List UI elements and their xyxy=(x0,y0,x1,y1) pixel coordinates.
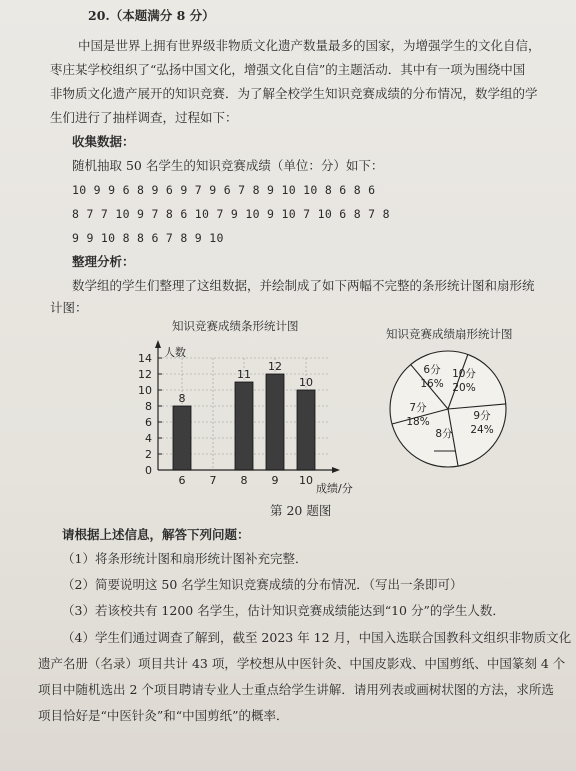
question-4-line-1: （4）学生们通过调查了解到，截至 2023 年 12 月，中国入选联合国教科文组织非物质文化 xyxy=(62,630,572,645)
y-axis-label: 人数 xyxy=(164,346,186,359)
bar xyxy=(173,406,191,470)
pie-chart-title: 知识竞赛成绩扇形统计图 xyxy=(386,327,513,341)
y-tick-label: 2 xyxy=(145,448,152,461)
y-tick-label: 0 xyxy=(145,464,152,477)
x-tick-label: 7 xyxy=(209,474,217,487)
collect-title: 收集数据： xyxy=(72,134,135,149)
intro-line-2: 枣庄某学校组织了“弘扬中国文化，增强文化自信”的主题活动．其中有一项为围绕中国 xyxy=(50,62,526,77)
x-axis-label: 成绩/分 xyxy=(316,482,353,495)
question-1: （1）将条形统计图和扇形统计图补充完整． xyxy=(62,551,308,566)
bar xyxy=(266,374,284,470)
x-tick-label: 8 xyxy=(240,474,248,487)
pie-slice-label: 7分 xyxy=(409,402,427,414)
pie-chart xyxy=(380,345,520,475)
pie-slice-percent: 18% xyxy=(406,416,430,428)
figure-caption: 第 20 题图 xyxy=(270,503,332,518)
intro-line-3: 非物质文化遗产展开的知识竞赛．为了解全校学生知识竞赛成绩的分布情况，数学组的学 xyxy=(50,86,538,101)
pie-slice-label: 10分 xyxy=(452,368,476,380)
bar-chart-title: 知识竞赛成绩条形统计图 xyxy=(172,319,299,333)
question-2: （2）简要说明这 50 名学生知识竞赛成绩的分布情况．（写出一条即可） xyxy=(62,577,463,592)
pie-slice-percent: 24% xyxy=(470,424,494,436)
pie-slice-label: 6分 xyxy=(423,364,441,376)
analysis-title: 整理分析： xyxy=(72,254,135,269)
y-tick-label: 14 xyxy=(138,352,152,365)
pie-slice-label: 8分 xyxy=(435,428,453,440)
bar xyxy=(297,390,315,470)
y-tick-label: 10 xyxy=(138,384,152,397)
intro-line-1: 中国是世界上拥有世界级非物质文化遗产数量最多的国家，为增强学生的文化自信， xyxy=(78,38,541,53)
bar xyxy=(235,382,253,470)
y-tick-label: 4 xyxy=(145,432,152,445)
question-4-line-3: 项目中随机选出 2 个项目聘请专业人士重点给学生讲解．请用列表或画树状图的方法，求所选 xyxy=(38,682,554,697)
analysis-line-2: 计图： xyxy=(50,300,88,315)
question-3: （3）若该校共有 1200 名学生，估计知识竞赛成绩能达到“10 分”的学生人数． xyxy=(62,603,505,618)
bar-value-label: 12 xyxy=(268,360,282,373)
x-tick-label: 10 xyxy=(299,474,313,487)
data-line-2: 8 7 7 10 9 7 8 6 10 7 9 10 9 10 7 10 6 8 7 8 xyxy=(72,207,390,221)
data-line-1: 10 9 9 6 8 9 6 9 7 9 6 7 8 9 10 10 8 6 8 6 xyxy=(72,183,376,197)
pie-slice-percent: 20% xyxy=(452,382,476,394)
x-tick-label: 6 xyxy=(178,474,186,487)
x-axis-arrow xyxy=(332,467,340,473)
problem-header: 20.（本题满分 8 分） xyxy=(88,8,215,23)
bar-value-label: 8 xyxy=(178,392,186,405)
bar-value-label: 10 xyxy=(299,376,313,389)
bar-value-label: 11 xyxy=(237,368,251,381)
y-tick-label: 8 xyxy=(145,400,152,413)
y-axis-arrow xyxy=(155,340,161,348)
question-4-line-4: 项目恰好是“中医针灸”和“中国剪纸”的概率． xyxy=(38,708,289,723)
y-tick-label: 12 xyxy=(138,368,152,381)
bar-chart xyxy=(120,330,365,500)
x-tick-label: 9 xyxy=(271,474,279,487)
pie-slice-percent: 16% xyxy=(420,378,444,390)
analysis-line-1: 数学组的学生们整理了这组数据，并绘制成了如下两幅不完整的条形统计图和扇形统 xyxy=(72,278,535,293)
questions-intro: 请根据上述信息，解答下列问题： xyxy=(62,527,250,542)
data-line-3: 9 9 10 8 8 6 7 8 9 10 xyxy=(72,231,224,245)
question-4-line-2: 遗产名册（名录）项目共计 43 项，学校想从中医针灸、中国皮影戏、中国剪纸、中国篆刻 4 个 xyxy=(38,656,566,671)
intro-line-4: 生们进行了抽样调查，过程如下： xyxy=(50,110,238,125)
collect-desc: 随机抽取 50 名学生的知识竞赛成绩（单位：分）如下： xyxy=(72,158,384,173)
y-tick-label: 6 xyxy=(145,416,152,429)
pie-slice-label: 9分 xyxy=(473,410,491,422)
